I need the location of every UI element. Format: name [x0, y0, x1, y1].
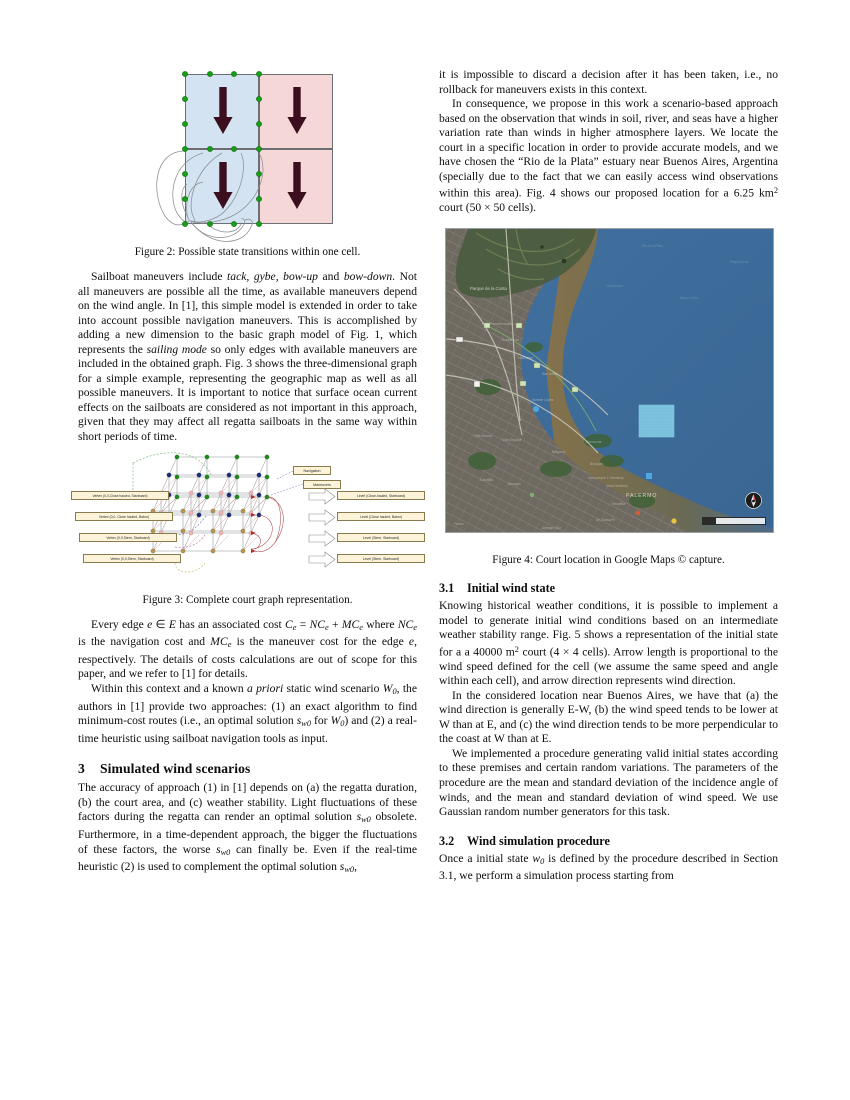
paragraph-procedure: We implemented a procedure generating valid initial states according to these premises and certain random variations. The parameters of the procedure are the mean and standard deviation of the incidence angle of winds, and the mean and standard deviation of wind speed. We use Gaussian random number generators for this task.: [439, 746, 778, 819]
svg-text:Av. Santa Fe: Av. Santa Fe: [596, 517, 616, 522]
figure-2-caption: Figure 2: Possible state transitions within one cell.: [134, 246, 361, 258]
compass-rose-icon[interactable]: [745, 492, 762, 514]
section-3-1-title: Initial wind state: [467, 580, 556, 595]
figure3-right-label-1: Level (Close hauled, Babor): [337, 512, 425, 521]
section-3-2-title: Wind simulation procedure: [467, 833, 610, 848]
svg-text:Barrancas: Barrancas: [586, 439, 602, 444]
map-label-parque: Parque de la Costa: [470, 285, 507, 291]
figure3-left-label-0: Vertex (0,0,Close hauled, Starboard): [71, 491, 169, 500]
paragraph-buenos-aires-wind: In the considered location near Buenos Aires, we have that (a) the wind direction is generally E-W, (b) the wind speed tends to be lower at W than at E, and (c) the wind direction tends to be more perpendicular to the coast at W than at E.: [439, 688, 778, 746]
svg-text:Caballito: Caballito: [480, 477, 494, 482]
section-3-2-number: 3.2: [439, 833, 455, 848]
figure-4: [439, 228, 778, 546]
svg-text:Vicente López: Vicente López: [532, 397, 554, 402]
svg-text:Belgrano: Belgrano: [552, 449, 566, 454]
svg-text:Ruta Panamericana: Ruta Panamericana: [482, 321, 512, 326]
svg-text:Aeroparque J. Newbery: Aeroparque J. Newbery: [588, 475, 624, 480]
svg-text:Bosques: Bosques: [590, 461, 604, 466]
map-label-palermo: PALERMO: [626, 492, 658, 499]
svg-text:Vista Newbery: Vista Newbery: [606, 483, 628, 488]
figure-3-graphic: [71, 451, 425, 579]
figure3-right-label-0: Level (Close-hauled, Starboard): [337, 491, 425, 500]
section-3-1-number: 3.1: [439, 580, 455, 595]
two-column-body: [78, 68, 778, 884]
section-3-2-heading: [439, 834, 778, 849]
paragraph-no-rollback: it is impossible to discard a decision after it has been taken, i.e., no rollback for maneuvers exists in this context.: [439, 68, 778, 96]
paragraph-maneuvers: Sailboat maneuvers include tack, gybe, bow-up and bow-down. Not all maneuvers are possible all the time, as available maneuvers depend on the wind angle. In [1], this simple model is extended in order to take into account possible navigation maneuvers. This is accomplished by adding a new dimension to the basic graph model of Fig. 1, which represents the sailing mode so only edges with available maneuvers are included in the obtained graph. Fig. 3 shows the three-dimensional graph for a simple example, representing the geographic map as well as all possible maneuvers. It is important to notice that surface ocean current effects on the sailboats are considered as not important in this approach, given that they may affect all regatta sailboats in the same way within short periods of time.: [78, 270, 417, 444]
paragraph-initial-wind: Knowing historical weather conditions, it is possible to implement a model to generate initial wind conditions based on an intermediate weather stability range. Fig. 5 shows a representation of the initial state for a a 40000 $m^2$ court (4 × 4 cells). Arrow length is proportional to the wind speed defined for the cell (we assume the same speed and angle within each cell), and arrow direction represents wind direction.: [439, 598, 778, 688]
svg-text:Canal Norte: Canal Norte: [606, 283, 624, 288]
figure-2: [78, 70, 417, 238]
paragraph-accuracy: The accuracy of approach (1) in [1] depends on (a) the regatta duration, (b) the court area, and (c) weather stability. Light fluctuations of these factors during the regatta can render an optimal solution $s_{w0}$ obsolete. Furthermore, in a time-dependent approach, the bigger the fluctuations of these factors, the worse $s_{w0}$ can finally be. Even if the real-time heuristic (2) is used to complement the optimal solution $s_{w0}$,: [78, 781, 418, 875]
svg-text:Banco Chico: Banco Chico: [680, 295, 699, 300]
paragraph-simulation: Once a initial state $w_0$ is defined by the procedure described in Section 3.1, we perform a simulation process starting from: [439, 851, 778, 883]
paragraph-scenario-based: In consequence, we propose in this work a scenario-based approach based on the observation that winds in soil, river, and seas have a higher variation rate than winds in higher atmosphere layers. We locate the court in a specific location in order to provide accurate models, and we have chosen the “Rio de la Plata” estuary near Buenos Aires, Argentina (specially due to the fact that we can easily access wind observations within this area). Fig. 4 shows our proposed location for a 6.25 $km^2$ court (50 × 50 cells).: [439, 97, 778, 215]
svg-text:Flores: Flores: [454, 521, 464, 526]
figure-3: [78, 451, 417, 586]
figure-2-graphic: [185, 74, 333, 224]
svg-text:Villa Devoto: Villa Devoto: [474, 433, 493, 438]
figure-4-caption: Figure 4: Court location in Google Maps © capture.: [492, 553, 725, 566]
svg-text:Libertador: Libertador: [518, 355, 534, 360]
svg-text:Almagro Sur: Almagro Sur: [542, 525, 561, 530]
figure3-right-label-2: Level (Stern, Starboard): [337, 533, 425, 542]
state-nodes: [185, 74, 333, 224]
map-imagery: [446, 229, 773, 532]
figure-3-caption: Figure 3: Complete court graph representation.: [142, 593, 353, 606]
section-3-title: Simulated wind scenarios: [100, 761, 251, 777]
figure3-right-label-3: Level (Stern, Starboard): [337, 554, 425, 563]
svg-text:Rio de la Plata: Rio de la Plata: [642, 243, 663, 248]
figure3-left-label-2: Vertex (0,0,Stern, Starboard): [79, 533, 177, 542]
court-highlight-rectangle: [639, 405, 674, 437]
svg-text:Recoleta: Recoleta: [612, 501, 626, 506]
section-3-1-heading: [439, 581, 778, 596]
left-column: [78, 68, 417, 884]
figure3-callout-navigation: Navigation: [293, 466, 331, 475]
google-maps-capture[interactable]: [445, 228, 774, 533]
map-scale-bar: [702, 517, 766, 525]
svg-text:Avellaneda: Avellaneda: [502, 337, 519, 342]
figure3-left-label-3: Vertex (0,0,Stern, Starboard): [83, 554, 181, 563]
section-3-number: 3: [78, 761, 85, 777]
svg-text:Villa Urquiza: Villa Urquiza: [502, 437, 521, 442]
figure3-callout-maneuvers: Maneuvers: [303, 480, 341, 489]
section-3-heading: [78, 761, 417, 777]
paragraph-static-scenario: Within this context and a known a priori static wind scenario $W_0$, the authors in [1] provide two approaches: (1) an exact algorithm to find minimum-cost routes (i.e., an optimal solution $s_{w0}$ for $W_0$) and (2) a real-time heuristic using sailboat navigation tools as input.: [78, 681, 417, 745]
right-column: [439, 68, 778, 884]
svg-text:Playa Honda: Playa Honda: [730, 259, 749, 264]
paragraph-edge-cost: Every edge e ∈ E has an associated cost $C_e = NC_e + MC_e$ where $NC_e$ is the navigation cost and $MC_e$ is the maneuver cost for the edge e, respectively. The details of costs calculations are out of scope for this paper, and we refer to [1] for details.: [78, 617, 417, 681]
svg-text:Almagro: Almagro: [508, 481, 521, 486]
svg-text:San Isidro: San Isidro: [542, 371, 558, 376]
figure3-left-label-1: Vertex (0,0, Close hauled, Babor): [75, 512, 173, 521]
